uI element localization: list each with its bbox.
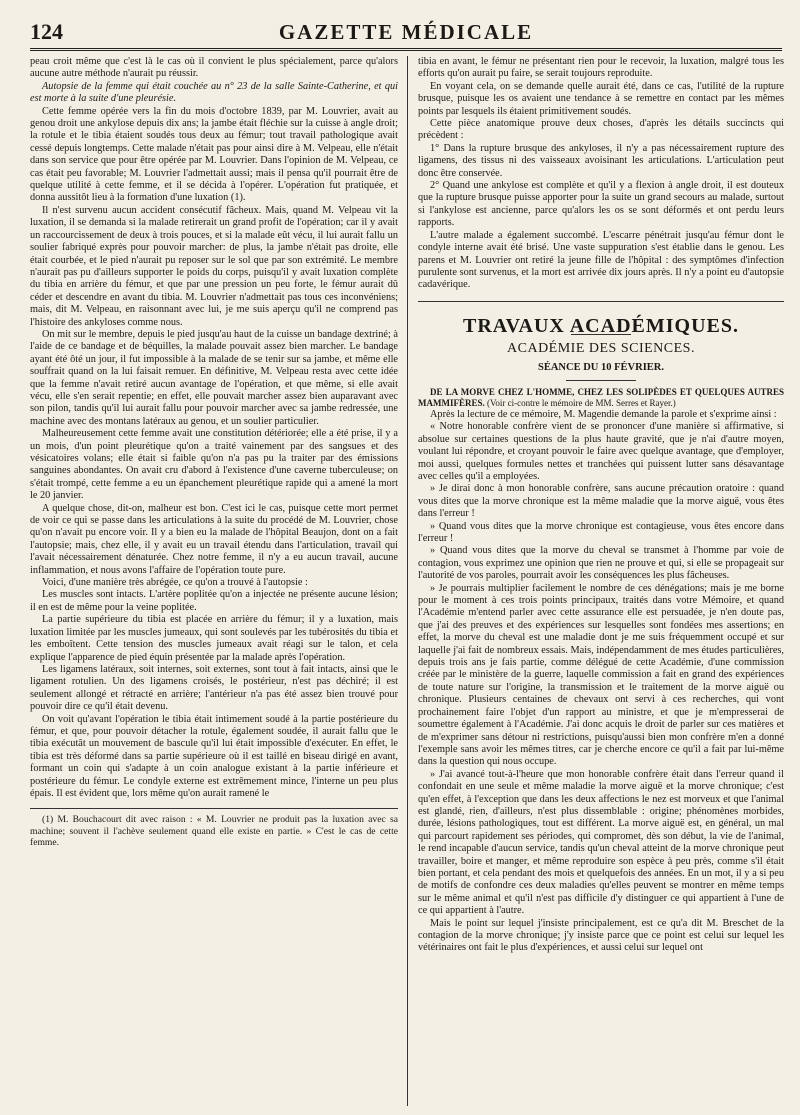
article-title-caps: DE LA MORVE CHEZ L'HOMME, CHEZ LES SOLIPÈDES ET QUELQUES AUTRES MAMMIFÈRES. xyxy=(418,386,784,408)
left-column xyxy=(30,56,398,1106)
paragraph: » Je dirai donc à mon honorable confrère, sans aucune précaution oratoire : quand vous dites que la morve chronique est la même maladie que la morve aiguë, vous êtes dans l'erreur ! xyxy=(418,483,784,520)
paragraph: On mit sur le membre, depuis le pied jusqu'au haut de la cuisse un bandage dextriné; à l'aide de ce bandage et de béquilles, la malade pouvait assez bien marcher. Le bandage ayant été ôté un jour, il fut impossible à la malade de se tenir sur sa jambe, et même elle souffrait quand on la lui faisait remuer. En définitive, M. Velpeau resta avec cette idée que la femme n'avait retiré aucun avantage de l'opération, et que même, si elle avait vécu, elle s'en serait repentie; en effet, elle pouvait marcher assez bien auparavant avec son pilon, tandis qu'il lui aurait fallu pour pouvoir marcher avec sa jambe redressée, une machine avec des montans latéraux au genou, et un soulier particulier. xyxy=(30,328,398,427)
paragraph: Voici, d'une manière très abrégée, ce qu'on a trouvé à l'autopsie : xyxy=(42,577,308,589)
paragraph: La partie supérieure du tibia est placée en arrière du fémur; il y a luxation, mais luxation limitée par les muscles jumeaux, qui sont soulevés par les tubérosités du tibia et les emboîtent. Cette tension des muscles jumeaux avait réagi sur le talon, et cela explique l'apparence de pied équin présentée par la malade après l'opération. xyxy=(30,614,398,663)
autopsy-heading: Autopsie de la femme qui était couchée au n° 23 de la salle Sainte-Catherine, et qui est morte à la suite d'une pleurésie. xyxy=(30,80,398,105)
masthead-title: GAZETTE MÉDICALE xyxy=(278,20,534,44)
paragraph: » J'ai avancé tout-à-l'heure que mon honorable confrère était dans l'erreur quand il confondait en une seule et même maladie la morve aiguë et la morve chronique; c'est qu'en effet, à l'exception que dans les deux affections le nez est morveux et que l'animal est glandé, rien, d'ailleurs, n'est plus dissemblable : origine; phénomènes morbides, durée, lésions pathologiques, tout est différent. La morve aiguë est, en général, un mal qui parcourt rapidement ses périodes, qui compromet, dès son début, la vie de l'animal, le rend incapable d'aucun service, tandis qu'un cheval atteint de la morve chronique peut travailler, boire et manger, et même reproduire son espèce à peu près, comme s'il était bien portant, et cela pendant des mois et quelquefois des années. En un mot, il y a si peu de motifs de confondre ces deux maladies qu'elles peuvent se montrer en même temps sur le même animal et qu'il n'est pas difficile d'y distinguer ce qui appartient à l'une de ce qui appartient à l'autre. xyxy=(418,768,784,917)
paragraph: Mais le point sur lequel j'insiste principalement, est ce qu'a dit M. Breschet de la contagion de la morve chronique; j'y insiste parce que ce point est celui sur lequel les vétérinaires ont fait le plus d'expériences, et aussi celui sur lequel ont xyxy=(418,917,784,954)
paragraph: On voit qu'avant l'opération le tibia était intimement soudé à la partie postérieure du fémur, et que, pour pouvoir détacher la rotule, également soudée, il aurait fallu que le tibia exécutât un mouvement de bascule qu'il lui était impossible d'exécuter. En effet, le tibia est très déformé dans sa partie supérieure où il est taillé en biseau dirigé en avant, formant un coin qui s'adapte à un coin analogue existant à la partie inférieure et postérieure du fémur. Le condyle externe est extrêmement mince, l'interne un peu plus épais. Il est évident que, lors même qu'on aurait ramené le xyxy=(30,713,398,799)
paragraph: L'autre malade a également succombé. L'escarre pénétrait jusqu'au fémur dont le condyle interne avait été brisé. Une vaste suppuration s'est établie dans le genou. Les parens et M. Louvrier ont retiré la jeune fille de l'hôpital : des symptômes d'infection purulente sont survenus, et la mort est arrivée dix jours après. Il n'y a point eu d'autopsie cadavérique. xyxy=(418,229,784,291)
paragraph: « Notre honorable confrère vient de se prononcer d'une manière si affirmative, si absolue sur certaines questions de la plus haute gravité, que je n'ai d'autre moyen, voulant lui répondre, et croyant pouvoir le faire avec quelque avantage, que d'employer, moi aussi, quelques formules nettes et tranchées qui puissent lutter sans désavantage avec celles qu'il a employées. xyxy=(418,421,784,482)
paragraph: peau croit même que c'est là le cas où il convient le plus spécialement, parce qu'alors aucune autre méthode n'aurait pu réussir. xyxy=(30,56,398,80)
page-header xyxy=(30,14,782,51)
session-underline xyxy=(566,380,636,381)
paragraph: Après la lecture de ce mémoire, M. Magendie demande la parole et s'exprime ainsi : xyxy=(430,408,777,420)
section-divider xyxy=(418,301,784,302)
footnote-divider xyxy=(30,808,398,809)
paragraph: A quelque chose, dit-on, malheur est bon. C'est ici le cas, puisque cette mort permet de voir ce qui se passe dans les articulations à la suite du procédé de M. Louvrier, chose qu'on n'avait pu encore voir. Il y a bien eu la malade de l'hôpital Beaujon, dont on a fait l'autopsie; mais, chez elle, il y avait eu un travail étendu dans l'articulation, travail qui l'avait nécessairement dénaturée. Chez notre femme, il n'y a eu aucun travail, aucune inflammation, et nous avons l'affaire de l'opération toute pure. xyxy=(30,502,398,576)
footnote: (1) M. Bouchacourt dit avec raison : « M. Louvrier ne produit pas la luxation avec sa machine; souvent il l'achève seulement quand elle existe en partie. » C'est le cas de cette femme. xyxy=(30,814,398,849)
paragraph: Il n'est survenu aucun accident consécutif fâcheux. Mais, quand M. Velpeau vit la luxation, il se demanda si la malade retirerait un grand profit de l'opération; car il y avait un raccourcissement de deux à trois pouces, et si la malade eût vécu, il lui aurait fallu un soulier fabriqué exprès pour pouvoir marcher: de plus, la jambe n'était pas droite, elle était courbée, et le pied n'aurait pu reposer sur le sol que par son extrémité. Le membre n'aurait pas pu d'ailleurs supporter le poids du corps, puisqu'il y avait luxation complète du tibia en arrière du fémur, et que par une pression un peu forte, le fémur aurait dû céder et descendre en avant du tibia. M. Louvrier n'admettait pas tous ces inconvéniens; mais, dit M. Velpeau, en raisonnant avec lui, je me suis aperçu qu'il ne comprend pas l'histoire des ankyloses comme nous. xyxy=(30,204,398,328)
paragraph: 1° Dans la rupture brusque des ankyloses, il n'y a pas nécessairement rupture des ligamens, des tissus ni des vaisseaux avoisinant les articulations. L'articulation peut donc être conservée. xyxy=(418,142,784,179)
paragraph: Les ligamens latéraux, soit internes, soit externes, sont tout à fait intacts, ainsi que le ligament rotulien. Un des ligamens croisés, le postérieur, n'est pas déchiré; il est seulement allongé et rétracté en arrière; l'antérieur n'a pas été assez bien trouvé pour pouvoir dire ce qu'il était devenu. xyxy=(30,663,398,713)
article-title-note: (Voir ci-contre le mémoire de MM. Serres et Rayer.) xyxy=(487,397,676,408)
paragraph: » Quand vous dites que la morve chronique est contagieuse, vous êtes encore dans l'erreur ! xyxy=(418,520,784,544)
paragraph: Cette pièce anatomique prouve deux choses, d'après les détails succincts qui précèdent : xyxy=(418,118,784,142)
paragraph: Les muscles sont intacts. L'artère poplitée qu'on a injectée ne présente aucune lésion; il en est de même pour la veine poplitée. xyxy=(30,589,398,613)
paragraph: En voyant cela, on se demande quelle aurait été, dans ce cas, l'utilité de la rupture brusque, puisque les os avaient une tendance à se remettre en contact par les mêmes points par lesquels ils étaient primitivement soudés. xyxy=(418,80,784,117)
paragraph: » Je pourrais multiplier facilement le nombre de ces dénégations; mais je me borne pour le moment à ces trois points principaux, traités dans votre Mémoire, et quand l'Académie m'entend parler avec cette assurance elle est persuadée, je n'en doute pas, que j'ai des preuves et des expériences sur lesquelles sont fondées mes assertions; en effet, la morve du cheval est une maladie dont je me suis fréquemment occupé et sur laquelle j'ai fait de nombreux essais. Mais, indépendamment de mes études particulières, depuis trois ans je fais partie, comme délégué de cette Académie, d'une commission créée par le ministère de la guerre, laquelle commission a fait en grand des expériences de toute nature sur l'origine, la transmission et le traitement de la morve aiguë ou chronique. Plusieurs centaines de chevaux ont servi à ces recherches, qui vont prochainement faire l'objet d'un rapport au ministre, et que je m'empresserai de soumettre également à l'Académie. J'ai donc acquis le droit de parler sur ces matières et de m'exprimer sans détour ni restrictions, puisqu'aussi bien mon confrère m'en a donné l'exemple sans avoir les mêmes titres, car je cherche encore ce qu'il a fait par lui-même dans la question qui nous occupe. xyxy=(418,582,784,768)
column-divider xyxy=(407,56,408,1106)
academy-name: ACADÉMIE DES SCIENCES. xyxy=(507,341,695,357)
paragraph: 2° Quand une ankylose est complète et qu'il y a flexion à angle droit, il est douteux que la rupture brusque puisse apporter pour la suite un grand secours au malade, surtout si l'ankylose est ancienne, parce qu'alors les os se sont déformés et ont perdu leurs rapports. xyxy=(418,180,784,229)
paragraph: Malheureusement cette femme avait une constitution détériorée; elle a été prise, il y a un mois, d'un point pleurétique qu'on a traité vainement par des sangsues et des vésicatoires volans; elle était si faible qu'on n'a pas pu la traiter par des émissions sanguines abondantes. On avait cru d'abord à l'existence d'une caverne tuberculeuse; on s'était trompé, cette femme a eu un épanchement pleurétique rapide qui a amené la mort le 20 janvier. xyxy=(30,428,398,502)
paragraph: Cette femme opérée vers la fin du mois d'octobre 1839, par M. Louvrier, avait au genou droit une ankylose depuis dix ans; la jambe était fléchie sur la cuisse à angle droit; la rotule et le tibia étaient soudés tous deux au fémur; tout travail pathologique avait cessé depuis longtemps. Cette malade n'était pas pour ainsi dire à M. Velpeau, elle n'était dans son service que pour être opérée par M. Louvrier. Dans l'opinion de M. Velpeau, ce cas était peu favorable; M. Louvrier l'admettait aussi; mais il pensa qu'il pourrait être de quelque utilité à cette femme, et il se décida à l'opérer. L'opération fut pratiquée, et donna aussitôt lieu à la formation d'une luxation (1). xyxy=(30,105,398,204)
paragraph: » Quand vous dites que la morve du cheval se transmet à l'homme par voie de contagion, vous exprimez une opinion que rien ne prouve et qui, si elle se propageait sur l'autorité de vos paroles, pourrait avoir les conséquences les plus fâcheuses. xyxy=(418,545,784,582)
section-title: TRAVAUX ACADÉMIQUES. xyxy=(463,314,739,337)
right-column xyxy=(418,56,784,1106)
session-date: SÉANCE DU 10 FÉVRIER. xyxy=(537,361,664,373)
article-title xyxy=(418,387,784,409)
page-number: 124 xyxy=(30,19,63,44)
paragraph: tibia en avant, le fémur ne présentant rien pour le recevoir, la luxation, malgré tous les efforts qu'on aurait pu faire, se serait toujours reproduite. xyxy=(418,56,784,80)
